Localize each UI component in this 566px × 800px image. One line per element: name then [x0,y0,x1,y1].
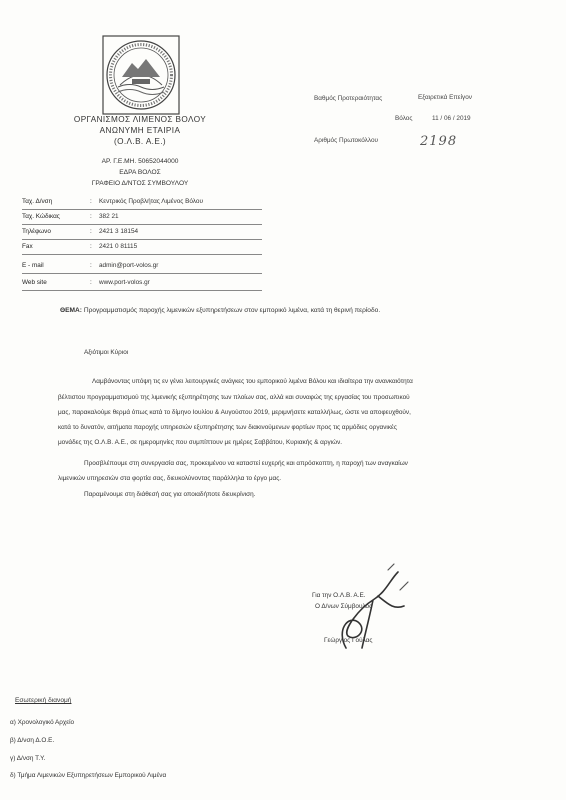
contact-label: Web site [22,279,47,286]
seat-city: ΕΔΡΑ ΒΟΛΟΣ [119,169,161,176]
subject-label: ΘΕΜΑ: [60,307,82,314]
body-line: Προσβλέπουμε στη συνεργασία σας, προκειμένου να καταστεί ευχερής και απρόσκοπτη, η παροχή των αναγκαίων [84,460,408,467]
distribution-item: β) Δ/νση Δ.Ο.Ε. [10,737,55,744]
divider [22,273,262,274]
protocol-label: Αριθμός Πρωτοκόλλου [314,137,378,144]
contact-value: www.port-volos.gr [99,279,150,286]
protocol-number: 2198 [420,134,458,149]
body-line: μονάδες της Ο.Λ.Β. Α.Ε., σε ημερομηνίες που συμπίπτουν με ημέρες Σαββάτου, Κυριακής & αργιών. [58,439,343,446]
greeting: Αξιότιμοι Κύριοι [84,349,129,356]
contact-label: E - mail [22,262,44,269]
organization-seal-logo [102,35,180,115]
office-name: ΓΡΑΦΕΙΟ Δ/ΝΤΟΣ ΣΥΜΒΟΥΛΟΥ [91,180,189,187]
contact-value: Κεντρικός Προβλήτας Λιμένος Βόλου [99,198,203,205]
contact-separator: : [90,262,92,269]
contact-value: 2421 0 81115 [99,243,138,250]
divider [22,254,262,255]
divider [22,290,262,291]
contact-label: Τηλέφωνο [22,228,51,235]
city-label: Βόλος [395,115,413,122]
body-line: Λαμβάνοντας υπόψη τις εν γένει λειτουργικές ανάγκες του εμπορικού λιμένα Βόλου και ιδιαίτερα την ανανκαιότητα [92,378,413,385]
subject-text: Προγραμματισμός παροχής λιμενικών εξυπηρετήσεων στον εμπορικό λιμένα, κατά τη θερινή περίοδο. [83,307,381,314]
contact-separator: : [90,213,92,220]
org-name-line2: ΑΝΩΝΥΜΗ ΕΤΑΙΡΙΑ [99,126,181,135]
signature-line1: Για την Ο.Λ.Β. Α.Ε. [312,592,366,599]
contact-value: admin@port-volos.gr [99,262,159,269]
distribution-title: Εσωτερική διανομή [15,697,72,704]
divider [22,224,262,225]
priority-label: Βαθμός Προτεραιότητας [314,95,383,102]
contact-value: 2421 3 18154 [99,228,139,235]
contact-separator: : [90,198,92,205]
distribution-item: δ) Τμήμα Λιμενικών Εξυπηρετήσεων Εμπορικού Λιμένα [10,772,167,779]
distribution-item: γ) Δ/νση Τ.Υ. [10,755,46,762]
contact-value: 382 21 [99,213,119,220]
divider [22,209,262,210]
registry-number: ΑΡ. Γ.Ε.ΜΗ. 50652044000 [101,158,179,165]
contact-label: Ταχ. Δ/νση [22,198,53,205]
signature-name: Γεώργιος Γούλας [324,637,373,644]
body-line: Παραμένουμε στη διάθεσή σας για οποιαδήποτε διευκρίνιση. [84,491,256,498]
contact-separator: : [90,279,92,286]
org-name-line1: ΟΡΓΑΝΙΣΜΟΣ ΛΙΜΕΝΟΣ ΒΟΛΟΥ [73,115,207,124]
handwritten-signature [318,560,418,660]
divider [22,239,262,240]
body-line: βέλτιστου προγραμματισμού της λιμενικής εξυπηρέτησης των πλοίων σας, αλλά και συναφώς της εργασίας του προσωπικού [58,394,410,401]
date-value: 11 / 06 / 2019 [432,115,471,122]
distribution-item: α) Χρονολογικό Αρχείο [10,719,75,726]
subject-line [60,307,380,314]
body-line: λιμενικών υπηρεσιών στα φορτία σας, διευκολύνοντας παράλληλα το έργο μας. [58,475,282,482]
body-line: κατά το δυνατόν, αιτήματα παροχής υπηρεσιών εξυπηρέτησης των διακινούμενων φορτίων προς τις αρμόδιες οργανικές [58,424,397,431]
org-name-line3: (Ο.Λ.Β. Α.Ε.) [113,137,167,146]
signature-line2: Ο Δ/νων Σύμβουλος [315,603,373,610]
priority-value: Εξαιρετικά Επείγον [418,94,472,101]
contact-label: Ταχ. Κώδικας [22,213,60,220]
contact-separator: : [90,243,92,250]
body-line: μας, παρακαλούμε θερμά όπως κατά το δίμηνο Ιουλίου & Αυγούστου 2019, μεριμνήσετε καταλλήλως, ώστε να αποφευχθούν, [58,409,411,416]
contact-label: Fax [22,243,33,250]
contact-separator: : [90,228,92,235]
